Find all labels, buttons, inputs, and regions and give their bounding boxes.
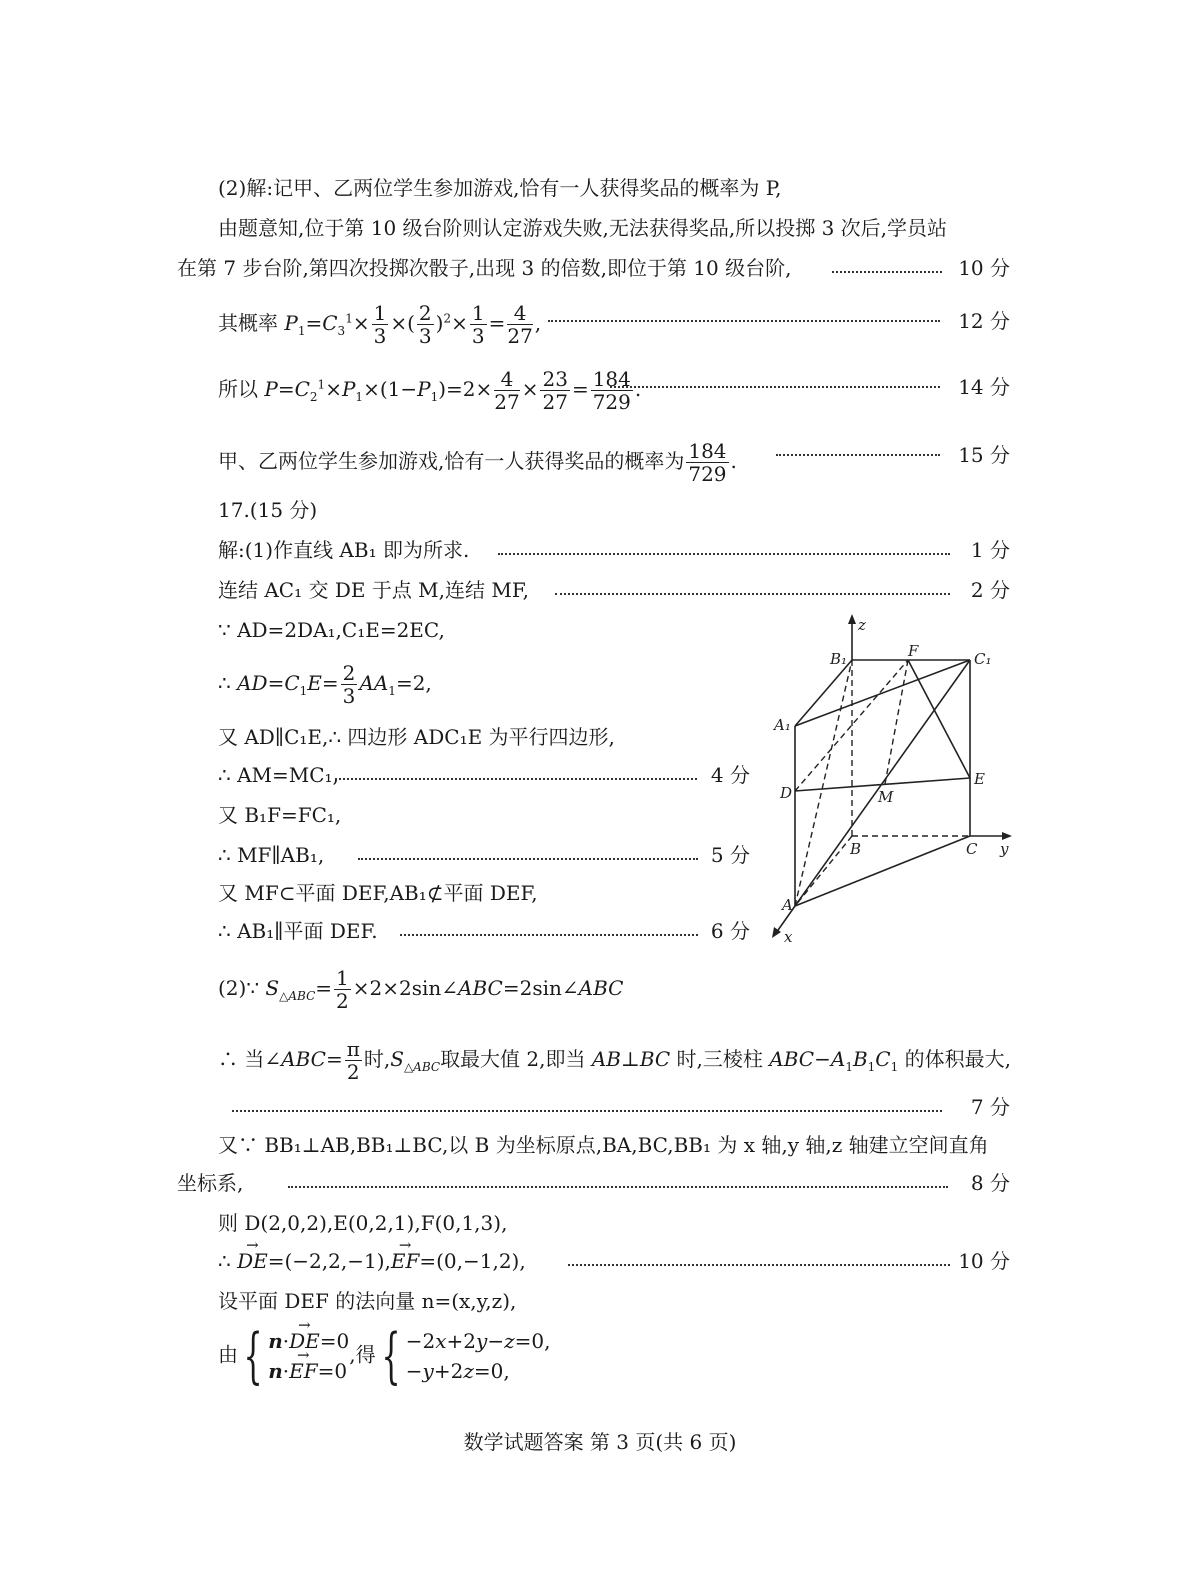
label-b: B [850,840,862,858]
score: 7 分 [970,1095,1010,1119]
question-17-heading [0,495,1200,535]
formula-vectors: ∴ → DE=(−2,2,−1),→ EF=(0,−1,2), [218,1246,526,1276]
label-b1: B₁ [830,650,848,668]
text [218,1286,516,1316]
label-e: E [974,770,985,788]
label-z: z [858,616,866,634]
text: 连结 AC₁ 交 DE 于点 M,连结 MF, [218,578,529,602]
formula-ad: ∴ $AD=C_1E=$ $\frac{2}{3}$ $AA_1=2$, [218,661,432,708]
text: 坐标系, [177,1171,244,1195]
score: 2 分 [970,578,1010,602]
leader-dots [288,1186,948,1188]
line-fe [908,660,970,778]
arrow-z [848,614,856,624]
score: 10 分 [958,256,1010,280]
label-a: A [782,896,793,914]
formula-p: 所以 $P=C_2^1\times P_1\times(1-P_1)=2\times$ $\frac{4}{27}$ × $\frac{23}{27}$ = $\frac{184}{729}$ . [218,367,642,414]
text: ∵ AD=2DA₁,C₁E=2EC, [218,618,445,642]
score: 6 分 [710,919,750,943]
formula-max: ∴ 当∠ABC= $\frac{\pi}{2}$ 时$,S_{\triangle ABC}$取最大值 2,即当 AB⊥BC 时,三棱柱 $ABC-A_1B_1C_1$ 的体积最大, [218,1037,1011,1084]
text: ∴ AB₁∥平面 DEF. [218,919,378,943]
line-equation-system [0,1322,1200,1402]
label-d: D [780,784,793,802]
leader-dots [232,1110,942,1112]
line-coordinate-setup [0,1130,1200,1170]
formula-system: 由{ n·→ DE=0 n·→ EF=0 ,得{ −2x+2y−z=0, −y+2z=0, [218,1326,550,1386]
line-area-formula [0,955,1200,1015]
text: 又∵ BB₁⊥AB,BB₁⊥BC,以 B 为坐标原点,BA,BC,BB₁ 为 x 轴,y 轴,z 轴建立空间直角 [218,1133,989,1157]
text: 又 AD∥C₁E,∴ 四边形 ADC₁E 为平行四边形, [218,725,615,749]
text: 由题意知,位于第 10 级台阶则认定游戏失败,无法获得奖品,所以投掷 3 次后,学员站 [218,216,948,240]
text: 甲、乙两位学生参加游戏,恰有一人获得奖品的概率为 $\frac{184}{729}$ . [218,439,737,486]
line-reasoning-2 [0,253,1200,293]
leader-dots [832,271,942,273]
line-part2-intro [0,173,1200,213]
label-a1: A₁ [774,716,791,734]
leader-dots [610,386,940,388]
text: 解:(1)作直线 AB₁ 即为所求. [218,538,470,562]
score: 8 分 [970,1171,1010,1195]
text: 又 MF⊂平面 DEF,AB₁⊄平面 DEF, [218,881,538,905]
line-max-volume [0,1028,1200,1088]
text: 又 B₁F=FC₁, [218,803,342,827]
formula-area: (2)∵ $S_{\triangle ABC}=$ $\frac{1}{2}$ ×2×2sin∠ABC=2sin∠ABC [218,966,624,1013]
line-score-7 [0,1092,1200,1132]
line-normal-vector [0,1286,1200,1326]
leader-dots [548,320,940,322]
score: 5 分 [710,843,750,867]
score: 1 分 [970,538,1010,562]
leader-dots [335,778,697,780]
line-reasoning-1 [0,213,1200,253]
text: ∴ MF∥AB₁, [218,843,325,867]
leader-dots [555,593,950,595]
label-f: F [908,642,919,660]
leader-dots [498,553,950,555]
line-point-coords [0,1208,1200,1248]
label-c1: C₁ [974,650,992,668]
leader-dots [400,934,698,936]
label-m: M [878,788,894,806]
leader-dots [358,858,698,860]
score: 15 分 [958,443,1010,467]
line-ab1 [795,660,852,906]
label-x: x [784,928,793,946]
text: ∴ AM=MC₁, [218,763,339,787]
formula-p1: 其概率 $P_1=C_3^1\times$ $\frac{1}{3}$ ×( $\frac{2}{3}$ )$^2$× $\frac{1}{3}$ = $\frac{4}{27}$ , [218,301,542,348]
line-vectors [0,1246,1200,1286]
leader-dots [568,1264,950,1266]
arrow-y [1002,832,1012,840]
edge-a1c1 [795,660,970,726]
prism-figure [760,608,1030,948]
line-mf [885,660,908,784]
text: 则 D(2,0,2),E(0,2,1),F(0,1,3), [218,1211,508,1235]
line-part1-solution [0,535,1200,575]
text: 17.(15 分) [218,498,318,522]
line-p-formula [0,364,1200,424]
text: (2)解:记甲、乙两位学生参加游戏,恰有一人获得奖品的概率为 P, [218,176,782,200]
line-conclusion [0,432,1200,492]
edge-ba [795,836,852,906]
label-c: C [966,840,978,858]
score: 12 分 [958,309,1010,333]
score: 10 分 [958,1249,1010,1273]
leader-dots [776,454,940,456]
normal-text: 设平面 DEF 的法向量 n=(x,y,z), [218,1289,517,1313]
score: 14 分 [958,375,1010,399]
line-p1-formula [0,298,1200,358]
conclusion-text: 甲、乙两位学生参加游戏,恰有一人获得奖品的概率为 [218,449,685,473]
label-y: y [1000,840,1009,858]
edge-ac [795,836,970,906]
page-footer: 数学试题答案 第 3 页(共 6 页) [463,1430,737,1454]
line-coordinate-system [0,1168,1200,1208]
text: 在第 7 步台阶,第四次投掷次骰子,出现 3 的倍数,即位于第 10 级台阶, [177,256,792,280]
score: 4 分 [710,763,750,787]
line-ac1 [795,660,970,906]
